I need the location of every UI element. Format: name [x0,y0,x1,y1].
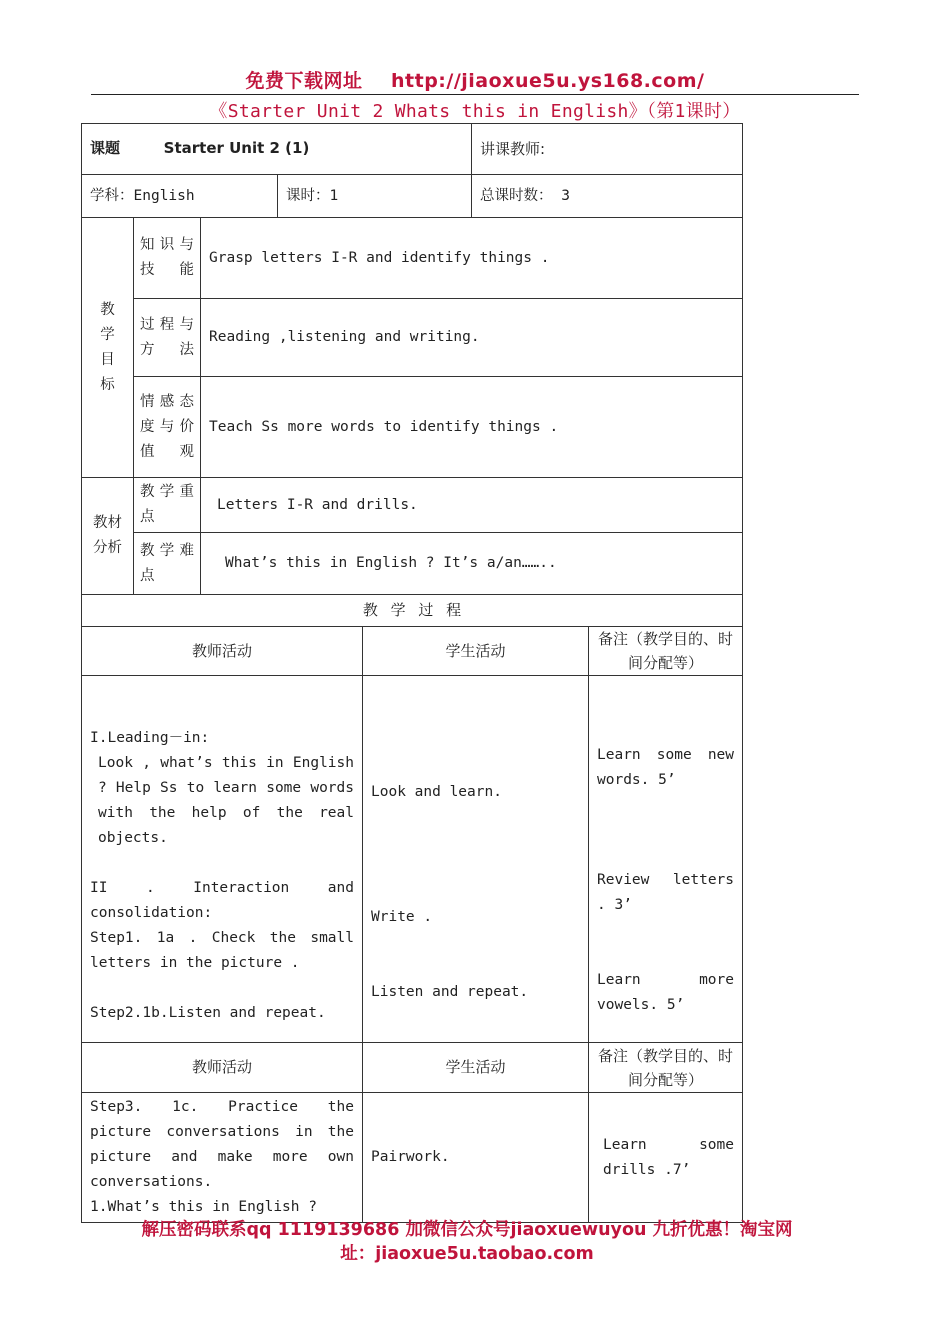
key-point-text: Letters I-R and drills. [201,478,743,533]
note-review-letters: Review letters . 3’ [597,872,735,913]
student-listen-repeat: Listen and repeat. [371,984,529,1000]
student-look-learn: Look and learn. [371,784,502,800]
notes-1 [589,676,743,1043]
leading-in-title: I.Leading－in: [90,730,210,746]
key-point-label: 教学重点 [134,478,201,533]
interaction-title: II . Interaction and consolidation: [90,880,354,921]
topic-value: Starter Unit 2 (1) [163,139,310,157]
col-notes: 备注（教学目的、时间分配等） [589,627,743,676]
step3-text: Step3. 1c. Practice the picture conversations in the picture and make more own conversations. [90,1099,354,1190]
document-title: 《Starter Unit 2 Whats this in English》（第1课时） [209,101,741,122]
objective-text-emotion: Teach Ss more words to identify things . [201,377,743,478]
note-drills: Learn some drills .7’ [589,1093,743,1223]
col-teacher-activity-2: 教师活动 [82,1043,363,1093]
col-notes-2: 备注（教学目的、时间分配等） [589,1043,743,1093]
period-cell: 课时：1 [278,175,472,218]
footer-line-1: 解压密码联系qq 1119139686 加微信公众号jiaoxuewuyou 九折优惠！淘宝网 [141,1220,793,1240]
footer-taobao-link[interactable]: 址：jiaoxue5u.taobao.com [340,1244,594,1264]
objective-text-process: Reading ,listening and writing. [201,299,743,377]
download-header [0,66,950,93]
objective-label-emotion: 情感态度与价值观 [134,377,201,478]
teacher-activity-2 [82,1093,363,1223]
leading-in-text: Look , what’s this in English ? Help Ss to learn some words with the help of the real objects. [98,755,354,846]
note-new-words: Learn some new words. 5’ [597,747,735,788]
teacher-activity-1 [82,676,363,1043]
objectives-label: 教 学 目 标 [82,218,134,478]
col-student-activity-2: 学生活动 [363,1043,589,1093]
materials-label: 教材分析 [82,478,134,595]
download-url-link[interactable]: http://jiaoxue5u.ys168.com/ [391,70,705,92]
topic-cell [82,124,472,175]
footer-contact [92,1218,842,1266]
difficulty-label: 教学难点 [134,533,201,595]
step1-text: Step1. 1a . Check the small letters in the picture . [90,930,354,971]
student-activity-1 [363,676,589,1043]
col-student-activity: 学生活动 [363,627,589,676]
note-vowels: Learn more vowels. 5’ [597,972,735,1013]
objective-label-process: 过程与方法 [134,299,201,377]
step2-text: Step2.1b.Listen and repeat. [90,1005,326,1021]
topic-label: 课题 [90,139,121,157]
objective-text-knowledge: Grasp letters I-R and identify things . [201,218,743,299]
process-heading: 教 学 过 程 [82,595,743,627]
col-teacher-activity: 教师活动 [82,627,363,676]
question-1: 1.What’s this in English ? [90,1199,317,1215]
download-label: 免费下载网址 [245,70,363,92]
total-periods-cell: 总课时数： 3 [472,175,743,218]
teacher-label: 讲课教师: [472,124,743,175]
lesson-plan-table [81,123,743,1223]
student-write: Write . [371,909,433,925]
objective-label-knowledge: 知识与技能 [134,218,201,299]
student-pairwork: Pairwork. [363,1093,589,1223]
subject-cell: 学科：English [82,175,278,218]
header-divider [91,94,859,95]
difficulty-text: What’s this in English ? It’s a/an…….. [201,533,743,595]
